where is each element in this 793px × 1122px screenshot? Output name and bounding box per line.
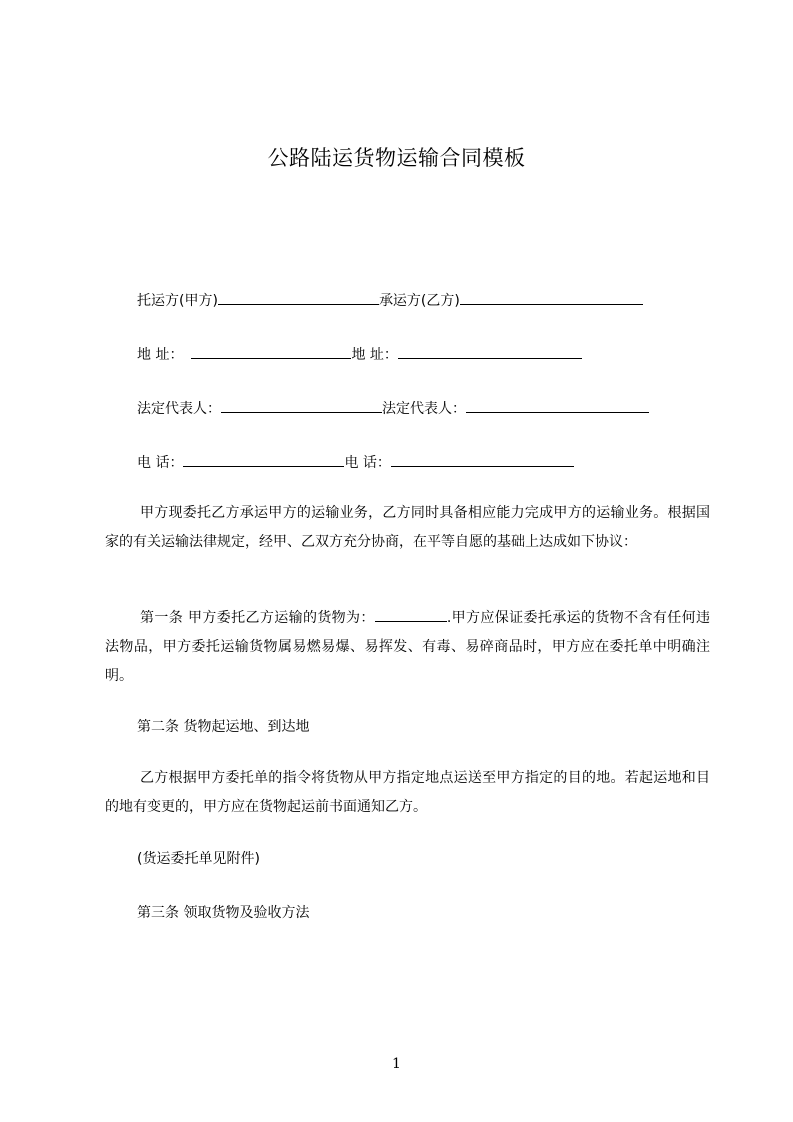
carrier-rep-field[interactable] bbox=[466, 398, 649, 413]
attachment-note: (货运委托单见附件) bbox=[137, 851, 260, 867]
page-number: 1 bbox=[392, 1056, 401, 1072]
article-1-suffix: .甲方应保证委托承运的货物不含有任何违法物品，甲方委托运输货物属易燃易爆、易挥发、有毒、易碎商品时，甲方应在委托单中明确注明。 bbox=[105, 610, 710, 684]
article-2-paragraph: 乙方根据甲方委托单的指令将货物从甲方指定地点运送至甲方指定的目的地。若起运地和目的地有变更的，甲方应在货物起运前书面通知乙方。 bbox=[105, 770, 710, 815]
party-line-address bbox=[137, 344, 582, 364]
carrier-phone-field[interactable] bbox=[391, 452, 574, 467]
party-line-phone bbox=[137, 452, 574, 472]
party-line-representative bbox=[137, 398, 649, 418]
shipper-rep-field[interactable] bbox=[221, 398, 382, 413]
article-3-heading: 第三条 领取货物及验收方法 bbox=[137, 905, 310, 921]
address-label-a: 地 址： bbox=[137, 347, 184, 363]
article-2-heading: 第二条 货物起运地、到达地 bbox=[137, 719, 310, 735]
article-1-paragraph bbox=[105, 604, 710, 691]
rep-label-a: 法定代表人： bbox=[137, 401, 221, 417]
phone-label-a: 电 话： bbox=[137, 455, 184, 471]
document-title: 公路陆运货物运输合同模板 bbox=[267, 146, 526, 170]
shipper-label: 托运方(甲方) bbox=[137, 293, 218, 309]
rep-label-b: 法定代表人： bbox=[382, 401, 466, 417]
phone-label-b: 电 话： bbox=[344, 455, 391, 471]
shipper-address-field[interactable] bbox=[191, 344, 351, 359]
carrier-label: 承运方(乙方) bbox=[378, 293, 460, 309]
carrier-name-field[interactable] bbox=[460, 290, 643, 305]
shipper-phone-field[interactable] bbox=[183, 452, 344, 467]
goods-field[interactable] bbox=[375, 607, 447, 622]
carrier-address-field[interactable] bbox=[398, 344, 582, 359]
article-1-prefix: 第一条 甲方委托乙方运输的货物为： bbox=[140, 610, 375, 626]
shipper-name-field[interactable] bbox=[218, 290, 379, 305]
intro-paragraph: 甲方现委托乙方承运甲方的运输业务，乙方同时具备相应能力完成甲方的运输业务。根据国家的有关运输法律规定，经甲、乙双方充分协商，在平等自愿的基础上达成如下协议： bbox=[105, 505, 710, 550]
address-label-b: 地 址： bbox=[351, 347, 398, 363]
party-line-names bbox=[137, 290, 643, 310]
